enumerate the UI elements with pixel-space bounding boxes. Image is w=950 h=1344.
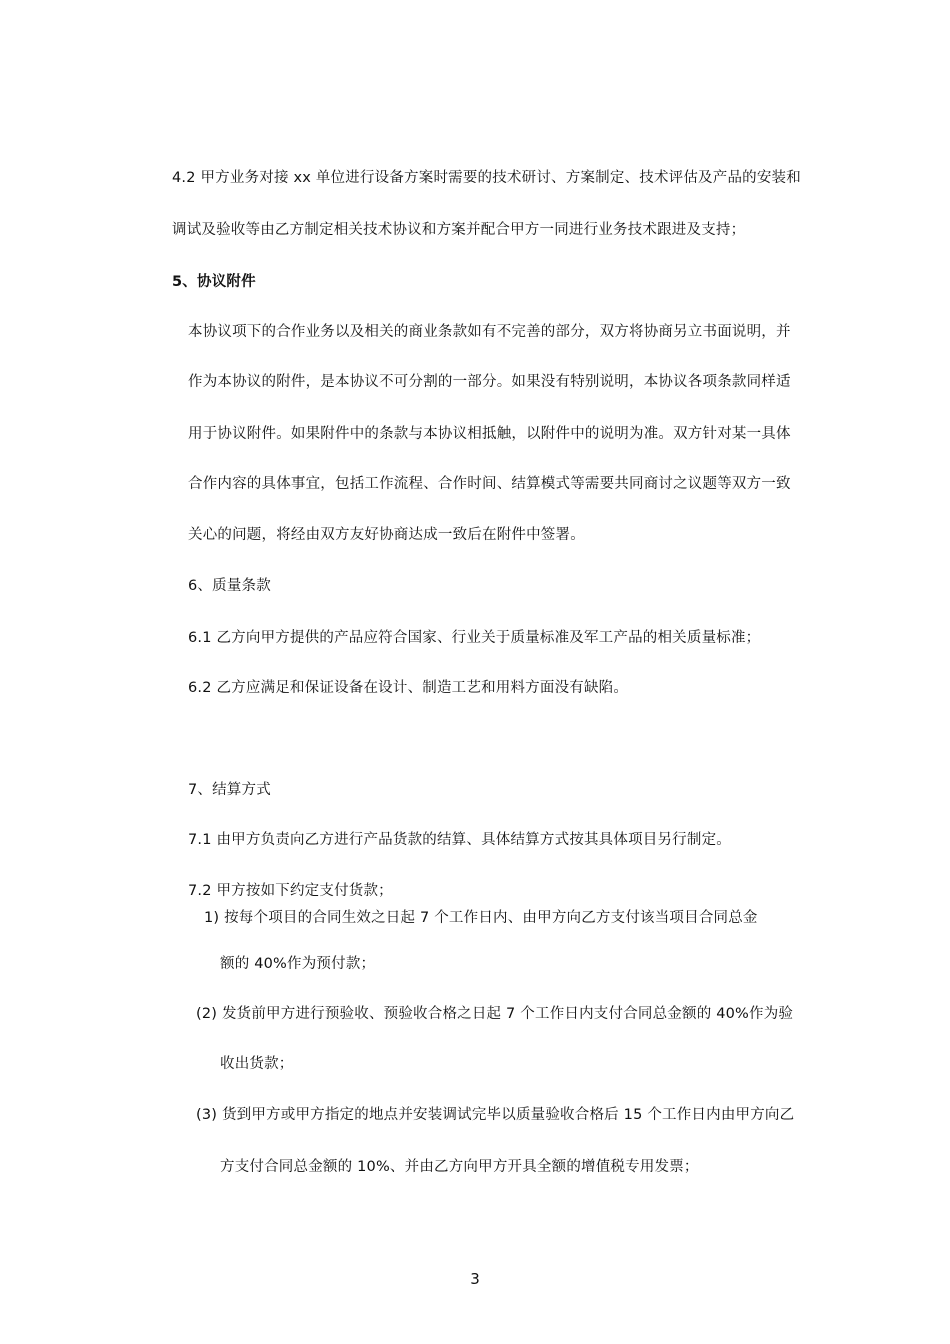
payment-item-2-line-2: 收出货款； — [220, 1056, 294, 1072]
section-5-line-4: 合作内容的具体事宜，包括工作流程、合作时间、结算模式等需要共同商讨之议题等双方一致 — [188, 476, 791, 492]
payment-item-1-line-2: 额的 40%作为预付款； — [220, 956, 376, 972]
section-7-heading: 7、结算方式 — [188, 782, 271, 798]
payment-item-3-line-1: (3) 货到甲方或甲方指定的地点并安装调试完毕以质量验收合格后 15 个工作日内由甲方向乙 — [196, 1107, 795, 1123]
payment-item-1-line-1: 1) 按每个项目的合同生效之日起 7 个工作日内、由甲方向乙方支付该当项目合同总金 — [204, 910, 758, 926]
clause-4-2-line-2: 调试及验收等由乙方制定相关技术协议和方案并配合甲方一同进行业务技术跟进及支持； — [172, 222, 746, 238]
payment-item-3-line-2: 方支付合同总金额的 10%、并由乙方向甲方开具全额的增值税专用发票； — [220, 1159, 699, 1175]
section-5-line-1: 本协议项下的合作业务以及相关的商业条款如有不完善的部分，双方将协商另立书面说明，并 — [188, 324, 791, 340]
section-5-line-2: 作为本协议的附件，是本协议不可分割的一部分。如果没有特别说明，本协议各项条款同样适 — [188, 374, 791, 390]
clause-4-2-line-1: 4.2 甲方业务对接 xx 单位进行设备方案时需要的技术研讨、方案制定、技术评估及产品的安装和 — [172, 170, 801, 186]
clause-7-1: 7.1 由甲方负责向乙方进行产品货款的结算、具体结算方式按其具体项目另行制定。 — [188, 832, 731, 848]
payment-item-2-line-1: (2) 发货前甲方进行预验收、预验收合格之日起 7 个工作日内支付合同总金额的 40%作为验 — [196, 1006, 794, 1022]
clause-6-1: 6.1 乙方向甲方提供的产品应符合国家、行业关于质量标准及军工产品的相关质量标准； — [188, 630, 761, 646]
section-6-heading: 6、质量条款 — [188, 578, 271, 594]
section-5-line-3: 用于协议附件。如果附件中的条款与本协议相抵触，以附件中的说明为准。双方针对某一具体 — [188, 426, 791, 442]
page-number: 3 — [470, 1270, 480, 1288]
clause-6-2: 6.2 乙方应满足和保证设备在设计、制造工艺和用料方面没有缺陷。 — [188, 680, 629, 696]
section-5-line-5: 关心的问题，将经由双方友好协商达成一致后在附件中签署。 — [188, 527, 585, 543]
section-5-heading: 5、协议附件 — [172, 274, 256, 290]
clause-7-2: 7.2 甲方按如下约定支付货款； — [188, 883, 393, 899]
